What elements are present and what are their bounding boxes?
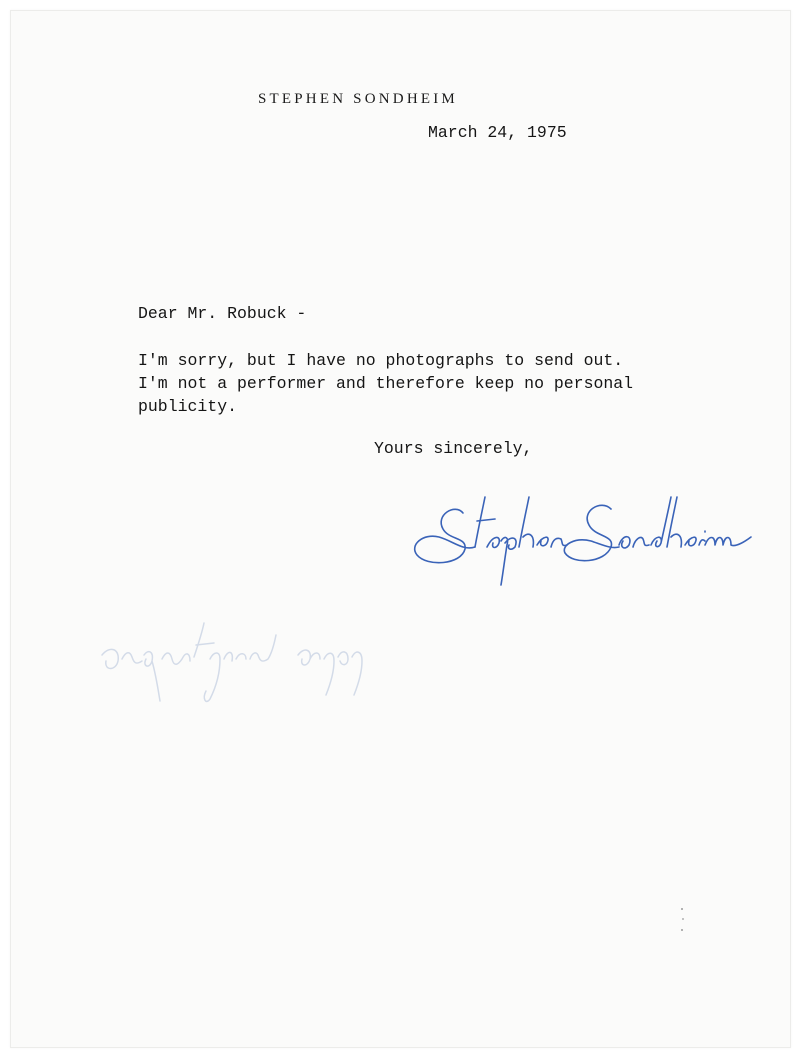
body-line: I'm not a performer and therefore keep no personal	[138, 374, 634, 393]
letter-date: March 24, 1975	[428, 123, 567, 142]
handwritten-signature	[405, 485, 765, 595]
body-line: publicity.	[138, 397, 238, 416]
body-line: I'm sorry, but I have no photographs to send out.	[138, 351, 624, 370]
letterhead: STEPHEN SONDHEIM	[258, 91, 458, 107]
bleed-through-inscription	[90, 615, 380, 710]
salutation: Dear Mr. Robuck -	[138, 304, 307, 323]
paper-mark	[676, 905, 688, 935]
closing: Yours sincerely,	[374, 439, 533, 458]
